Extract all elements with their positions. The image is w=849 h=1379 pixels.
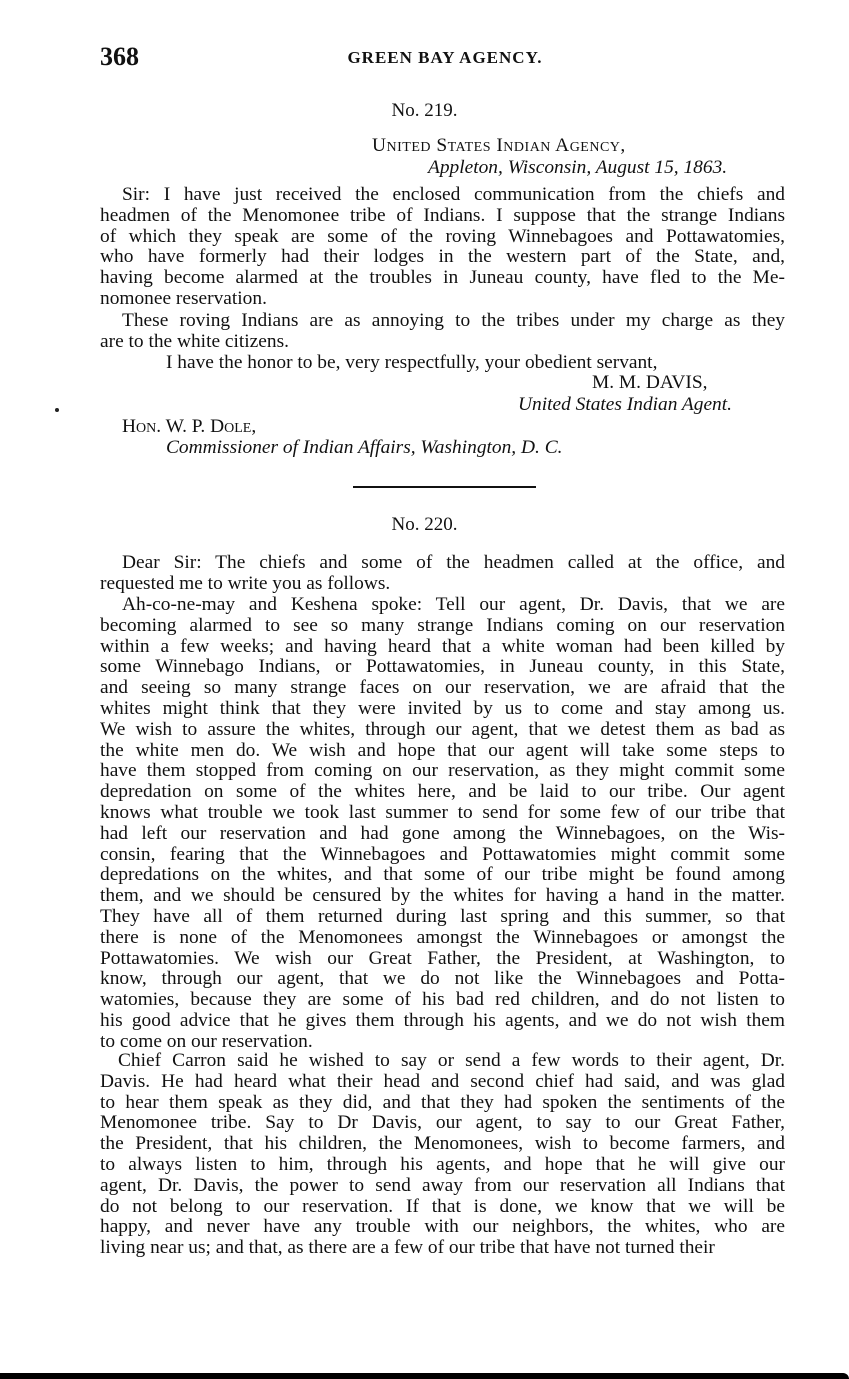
text-line: have them stopped from coming on our reservation, as they might commit some: [100, 760, 785, 782]
text-line: and seeing so many strange faces on our reservation, we are afraid that the: [100, 677, 785, 699]
text-line: They have all of them returned during last spring and this summer, so that: [100, 906, 785, 927]
text-line: consin, fearing that the Winnebagoes and Pottawatomies might commit some: [100, 843, 785, 865]
closing-line: I have the honor to be, very respectfully, your obedient servant,: [166, 352, 658, 373]
text-line: watomies, because they are some of his bad red children, and do not listen to: [100, 989, 785, 1011]
text-line: Pottawatomies. We wish our Great Father, the President, at Washington, to: [100, 947, 785, 969]
text-line: happy, and never have any trouble with our neighbors, the whites, who are: [100, 1216, 785, 1238]
text-line: his good advice that he gives them through his agents, and we do not wish them: [100, 1010, 785, 1031]
text-line: within a few weeks; and having heard that a white woman had been killed by: [100, 635, 785, 657]
text-line: the white men do. We wish and hope that our agent will take some steps to: [100, 739, 785, 761]
ink-speck: [55, 408, 59, 412]
text-line: requested me to write you as follows.: [100, 572, 391, 594]
text-line: We wish to assure the whites, through our agent, that we detest them as bad as: [100, 718, 785, 740]
text-line: to always listen to him, through his agents, and hope that he will give our: [100, 1154, 785, 1175]
page-number: 368: [100, 42, 139, 71]
text-line: agent, Dr. Davis, the power to send away from our reservation all Indians that: [100, 1174, 785, 1196]
text-line: Ah-co-ne-may and Keshena spoke: Tell our agent, Dr. Davis, that we are: [122, 594, 785, 615]
text-line: Dear Sir: The chiefs and some of the headmen called at the office, and: [122, 552, 785, 573]
place-date: Appleton, Wisconsin, August 15, 1863.: [428, 157, 728, 178]
text-line: are to the white citizens.: [100, 330, 289, 352]
signer-title: United States Indian Agent.: [518, 394, 732, 415]
text-line: of which they speak are some of the roving Winnebagoes and Pottawatomies,: [100, 225, 785, 247]
text-line: depredation on some of the whites here, and be laid to our tribe. Our agent: [100, 781, 785, 803]
addressee-title: Commissioner of Indian Affairs, Washington, D. C.: [166, 437, 563, 458]
running-head: GREEN BAY AGENCY.: [347, 48, 543, 67]
text-line: to come on our reservation.: [100, 1030, 313, 1052]
signer-name: M. M. DAVIS,: [592, 372, 708, 393]
agency-heading: United States Indian Agency,: [372, 135, 626, 156]
text-line: Sir: I have just received the enclosed communication from the chiefs and: [122, 184, 785, 205]
text-line: whites might think that they were invited by us to come and stay among us.: [100, 698, 785, 719]
text-line: had left our reservation and had gone among the Winnebagoes, on the Wis-: [100, 822, 785, 844]
page-bottom-edge: [0, 1373, 849, 1379]
text-line: These roving Indians are as annoying to the tribes under my charge as they: [122, 310, 785, 331]
page-header: [100, 42, 790, 72]
section-divider: [353, 486, 536, 488]
text-line: do not belong to our reservation. If that is done, we know that we will be: [100, 1195, 785, 1217]
text-line: Chief Carron said he wished to say or send a few words to their agent, Dr.: [118, 1050, 785, 1071]
text-line: some Winnebago Indians, or Pottawatomies, in Juneau county, in this State,: [100, 656, 785, 678]
text-line: becoming alarmed to see so many strange Indians coming on our reservation: [100, 614, 785, 636]
addressee-name: Hon. W. P. Dole,: [122, 416, 257, 437]
text-line: the President, that his children, the Menomonees, wish to become farmers, and: [100, 1133, 785, 1155]
text-line: Davis. He had heard what their head and second chief had said, and was glad: [100, 1070, 785, 1092]
text-line: there is none of the Menomonees amongst the Winnebagoes or amongst the: [100, 926, 785, 948]
text-line: them, and we should be censured by the whites for having a hand in the matter.: [100, 885, 785, 907]
text-line: nomonee reservation.: [100, 288, 267, 309]
text-line: know, through our agent, that we do not like the Winnebagoes and Potta-: [100, 968, 785, 990]
text-line: to hear them speak as they did, and that they had spoken the sentiments of the: [100, 1091, 785, 1113]
text-line: knows what trouble we took last summer to send for some few of our tribe that: [100, 802, 785, 823]
text-line: living near us; and that, as there are a few of our tribe that have not turned their: [100, 1237, 715, 1259]
document-number-219: No. 219.: [391, 100, 458, 121]
text-line: Menomonee tribe. Say to Dr Davis, our agent, to say to our Great Father,: [100, 1112, 785, 1134]
text-line: having become alarmed at the troubles in Juneau county, have fled to the Me-: [100, 267, 785, 289]
text-line: who have formerly had their lodges in the western part of the State, and,: [100, 246, 785, 268]
text-line: headmen of the Menomonee tribe of Indians. I suppose that the strange Indians: [100, 204, 785, 226]
text-line: depredations on the whites, and that some of our tribe might be found among: [100, 864, 785, 886]
document-number-220: No. 220.: [391, 514, 458, 535]
